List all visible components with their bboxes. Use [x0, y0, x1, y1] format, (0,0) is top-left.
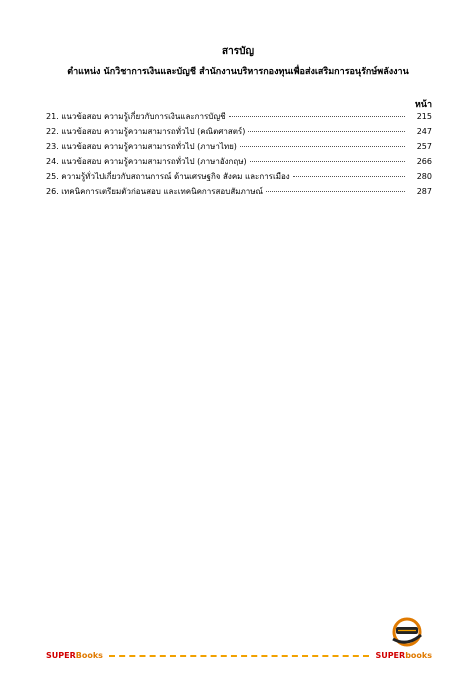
toc-entry: [46, 125, 432, 140]
toc-entry-label: 24. แนวข้อสอบ ความรู้ความสามารถทั่วไป (ภาษาอังกฤษ): [46, 157, 247, 166]
toc-entry-page: 280: [416, 172, 432, 181]
brand-books-text: Books: [75, 650, 103, 660]
toc-entry: [46, 155, 432, 170]
toc-entry-page: 247: [416, 127, 432, 136]
toc-subtitle: ตำแหน่ง นักวิชาการเงินและบัญชี สำนักงานบริหารกองทุนเพื่อส่งเสริมการอนุรักษ์พลังงาน: [67, 67, 409, 77]
toc-entry-page: 257: [416, 142, 432, 151]
footer-brand-left: [46, 651, 103, 660]
toc-entry: [46, 170, 432, 185]
footer-brand-right: [375, 651, 432, 660]
toc-entry: [46, 140, 432, 155]
toc-leader-dots: [266, 191, 405, 192]
footer-divider: [109, 655, 370, 657]
toc-leader-dots: [240, 146, 405, 147]
toc-entry-label: 22. แนวข้อสอบ ความรู้ความสามารถทั่วไป (คณิตศาสตร์): [46, 127, 246, 136]
toc-entry: [46, 110, 432, 125]
brand-books-text: books: [405, 650, 432, 660]
page-footer: [46, 648, 432, 662]
toc-leader-dots: [250, 161, 405, 162]
toc-leader-dots: [229, 116, 405, 117]
toc-list: [46, 110, 432, 200]
toc-entry-label: 26. เทคนิคการเตรียมตัวก่อนสอบ และเทคนิคการสอบสัมภาษณ์: [46, 187, 263, 196]
brand-super-text: SUPER: [375, 650, 406, 660]
toc-entry-label: 21. แนวข้อสอบ ความรู้เกี่ยวกับการเงินและการบัญชี: [46, 112, 226, 121]
toc-leader-dots: [248, 131, 405, 132]
superbooks-logo-icon: [387, 617, 427, 651]
toc-leader-dots: [293, 176, 405, 177]
brand-super-text: SUPER: [46, 650, 76, 660]
toc-entry-label: 25. ความรู้ทั่วไปเกี่ยวกับสถานการณ์ ด้านเศรษฐกิจ สังคม และการเมือง: [46, 172, 290, 181]
toc-entry-page: 215: [416, 112, 432, 121]
toc-entry-label: 23. แนวข้อสอบ ความรู้ความสามารถทั่วไป (ภาษาไทย): [46, 142, 237, 151]
page-column-header: หน้า: [414, 100, 432, 110]
toc-entry-page: 287: [416, 187, 432, 196]
toc-title: สารบัญ: [222, 46, 254, 57]
toc-entry: [46, 185, 432, 200]
toc-entry-page: 266: [416, 157, 432, 166]
